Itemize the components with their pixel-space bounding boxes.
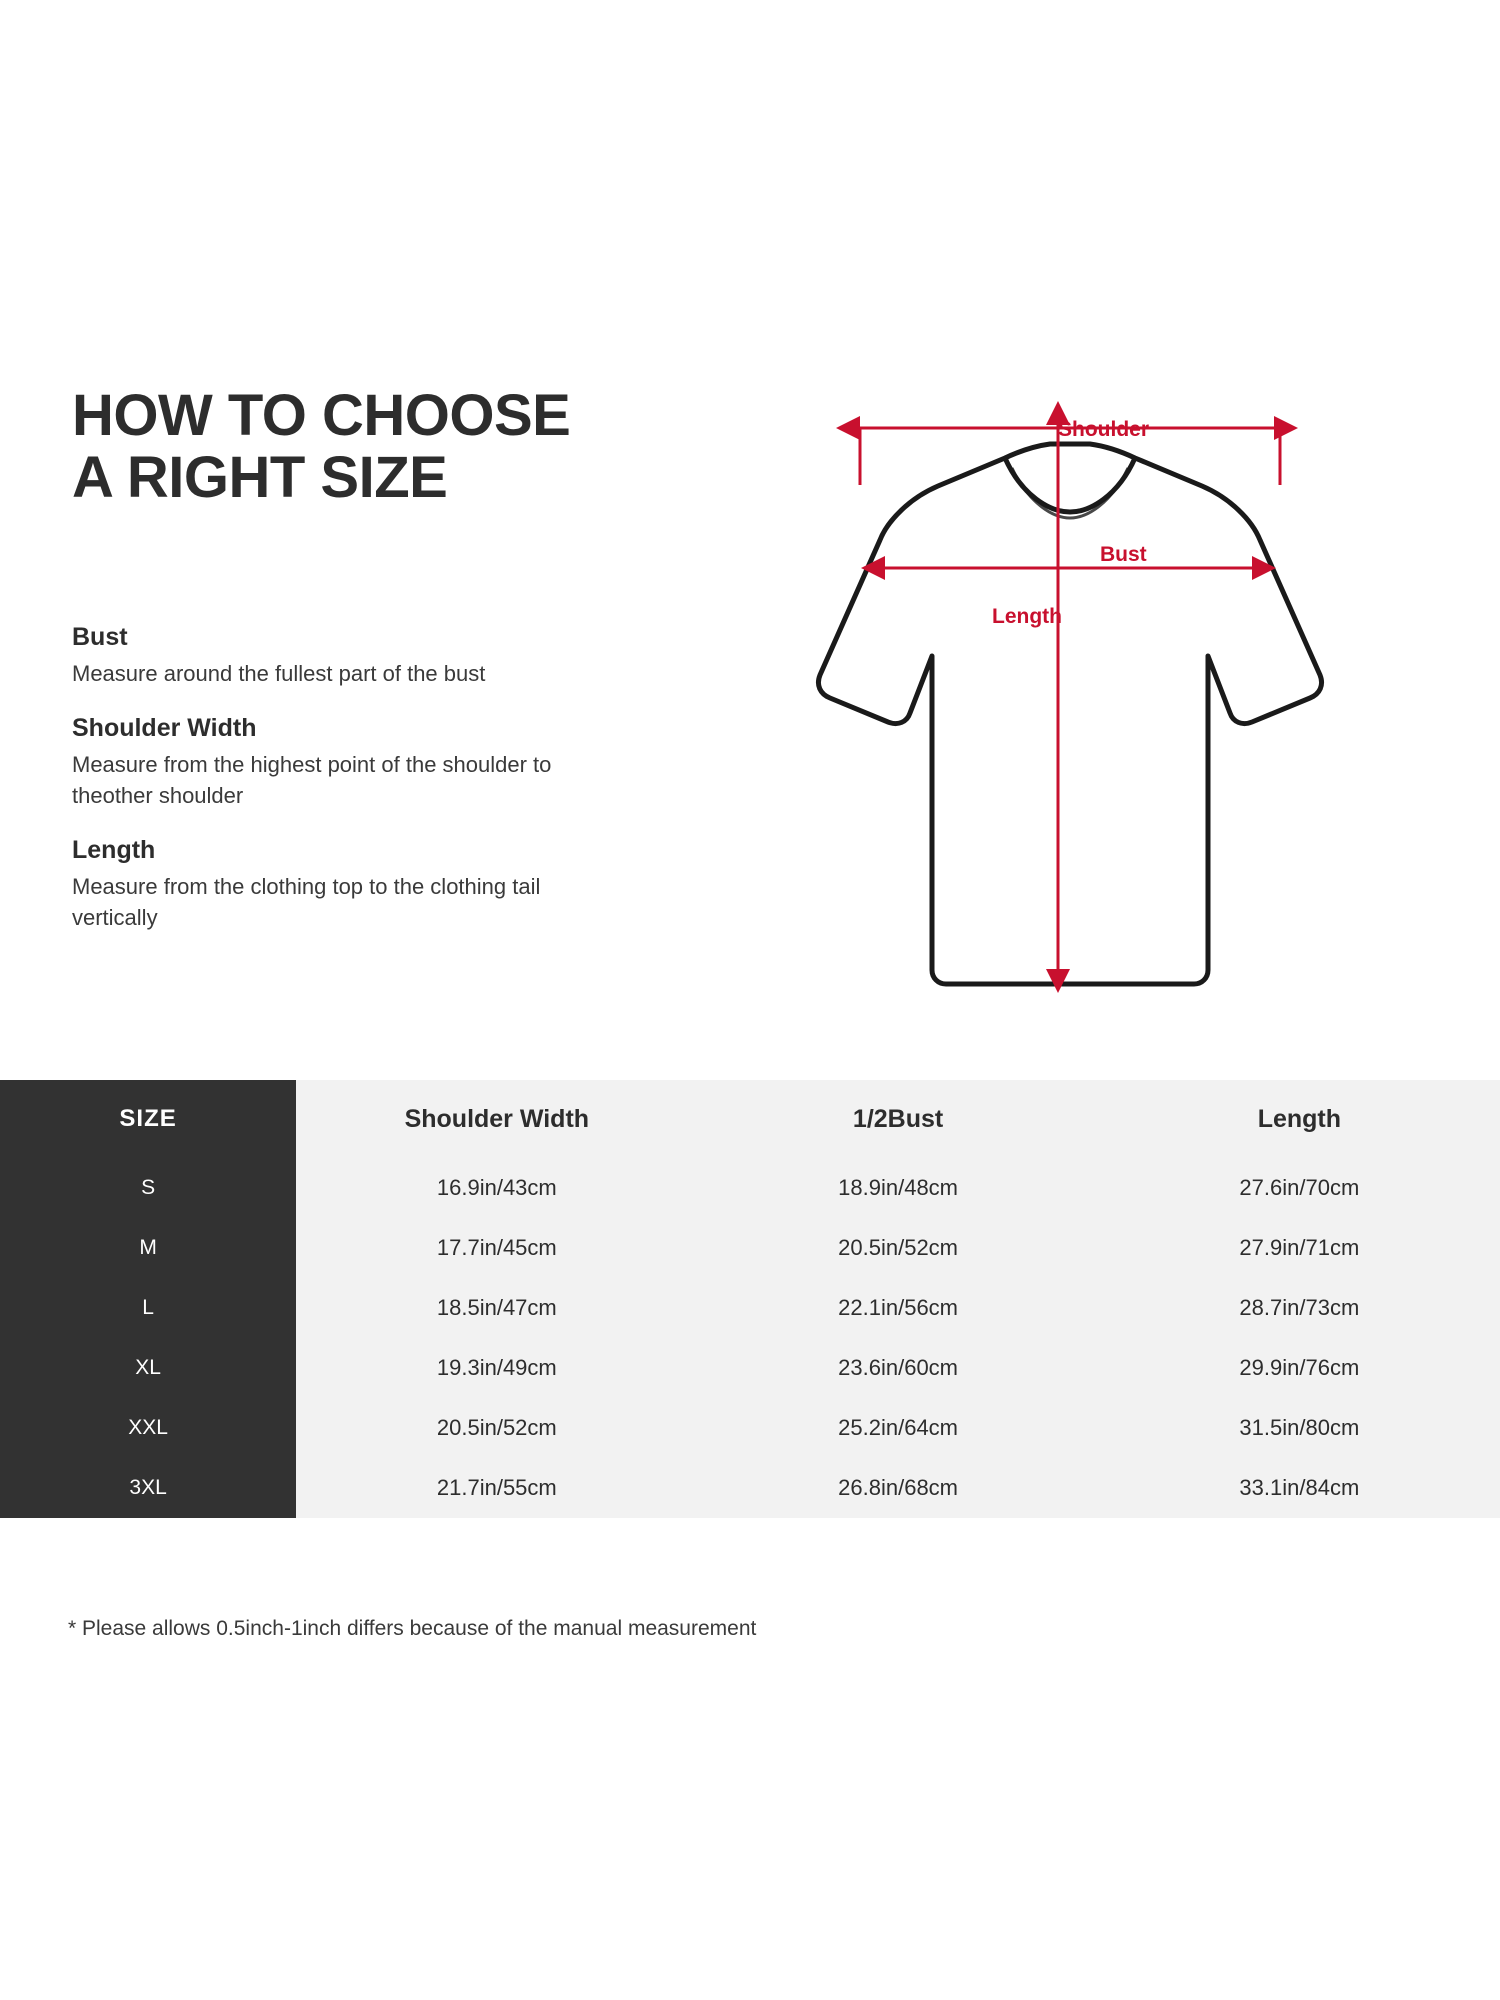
size-table-body xyxy=(0,1158,1500,1518)
cell-half-bust: 23.6in/60cm xyxy=(697,1338,1098,1398)
diagram-label-bust: Bust xyxy=(1100,543,1147,566)
cell-length: 29.9in/76cm xyxy=(1099,1338,1500,1398)
definition-shoulder-width-title: Shoulder Width xyxy=(72,714,257,742)
cell-shoulder-width: 18.5in/47cm xyxy=(296,1278,697,1338)
definition-bust xyxy=(72,622,672,689)
size-table xyxy=(0,1080,1500,1518)
definition-length-title: Length xyxy=(72,836,156,864)
header-size: SIZE xyxy=(0,1080,296,1158)
table-row xyxy=(0,1158,1500,1218)
definition-shoulder-width-text: Measure from the highest point of the shoulder to theother shoulder xyxy=(72,752,552,808)
table-row xyxy=(0,1458,1500,1518)
cell-shoulder-width: 16.9in/43cm xyxy=(296,1158,697,1218)
diagram-label-length: Length xyxy=(992,605,1062,628)
cell-half-bust: 22.1in/56cm xyxy=(697,1278,1098,1338)
page-title xyxy=(72,385,712,509)
definition-shoulder-width xyxy=(72,713,672,811)
page-title-line-2: A RIGHT SIZE xyxy=(72,445,448,510)
measurement-definitions xyxy=(72,622,672,957)
cell-size: 3XL xyxy=(0,1458,296,1518)
header-length: Length xyxy=(1099,1080,1500,1158)
definition-length-text: Measure from the clothing top to the clothing tail vertically xyxy=(72,874,541,930)
size-table-container xyxy=(0,1080,1500,1540)
cell-shoulder-width: 19.3in/49cm xyxy=(296,1338,697,1398)
page-title-line-1: HOW TO CHOOSE xyxy=(72,383,571,448)
definition-bust-text: Measure around the fullest part of the bust xyxy=(72,661,486,686)
table-row xyxy=(0,1338,1500,1398)
cell-shoulder-width: 17.7in/45cm xyxy=(296,1218,697,1278)
cell-shoulder-width: 21.7in/55cm xyxy=(296,1458,697,1518)
table-row xyxy=(0,1278,1500,1338)
tshirt-diagram xyxy=(760,370,1380,1020)
cell-length: 27.6in/70cm xyxy=(1099,1158,1500,1218)
header-shoulder-width: Shoulder Width xyxy=(296,1080,697,1158)
cell-size: S xyxy=(0,1158,296,1218)
cell-half-bust: 18.9in/48cm xyxy=(697,1158,1098,1218)
table-header-row xyxy=(0,1080,1500,1158)
cell-shoulder-width: 20.5in/52cm xyxy=(296,1398,697,1458)
tshirt-outline-icon xyxy=(760,370,1380,1020)
cell-length: 33.1in/84cm xyxy=(1099,1458,1500,1518)
size-table-header xyxy=(0,1080,1500,1158)
diagram-label-shoulder: Shoulder xyxy=(1058,418,1150,441)
cell-half-bust: 20.5in/52cm xyxy=(697,1218,1098,1278)
measurement-footnote: * Please allows 0.5inch-1inch differs because of the manual measurement xyxy=(68,1617,757,1640)
cell-half-bust: 26.8in/68cm xyxy=(697,1458,1098,1518)
table-row xyxy=(0,1218,1500,1278)
table-row xyxy=(0,1398,1500,1458)
header-half-bust: 1/2Bust xyxy=(697,1080,1098,1158)
cell-size: XXL xyxy=(0,1398,296,1458)
cell-size: L xyxy=(0,1278,296,1338)
cell-length: 27.9in/71cm xyxy=(1099,1218,1500,1278)
definition-length xyxy=(72,835,672,933)
cell-size: XL xyxy=(0,1338,296,1398)
definition-bust-title: Bust xyxy=(72,623,128,651)
cell-half-bust: 25.2in/64cm xyxy=(697,1398,1098,1458)
cell-size: M xyxy=(0,1218,296,1278)
cell-length: 28.7in/73cm xyxy=(1099,1278,1500,1338)
cell-length: 31.5in/80cm xyxy=(1099,1398,1500,1458)
